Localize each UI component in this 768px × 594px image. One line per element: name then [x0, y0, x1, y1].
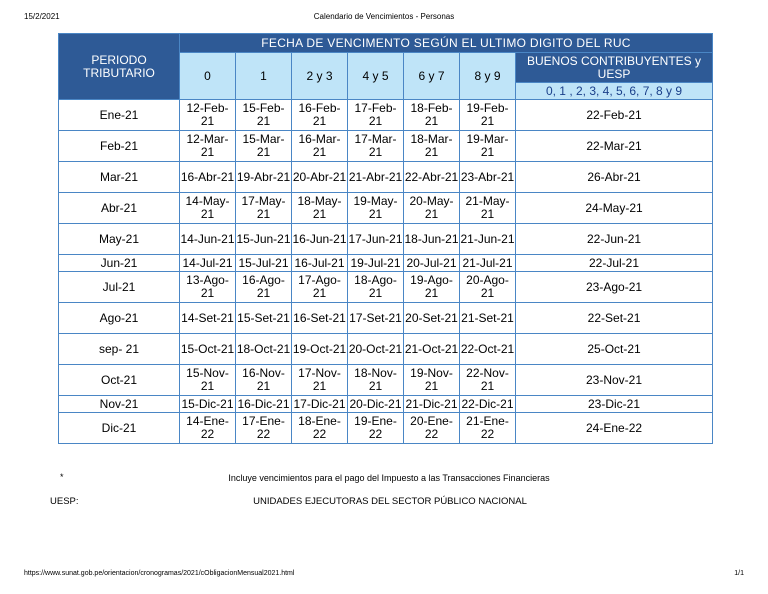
due-date-cell: 17-Nov-21 [292, 365, 348, 396]
period-cell: Jun-21 [59, 255, 180, 272]
due-date-cell: 22-Abr-21 [404, 162, 460, 193]
due-date-cell: 17-Ene-22 [236, 413, 292, 444]
table-row [59, 224, 713, 255]
due-date-cell: 17-Feb-21 [348, 100, 404, 131]
due-date-cell: 17-Jun-21 [348, 224, 404, 255]
due-date-cell: 22-Nov-21 [460, 365, 516, 396]
table-row [59, 303, 713, 334]
period-cell: sep- 21 [59, 334, 180, 365]
table-row [59, 365, 713, 396]
due-date-cell: 22-Oct-21 [460, 334, 516, 365]
due-date-cell: 21-Jun-21 [460, 224, 516, 255]
period-cell: Nov-21 [59, 396, 180, 413]
buenos-date-cell: 22-Jun-21 [516, 224, 713, 255]
due-date-cell: 16-Feb-21 [292, 100, 348, 131]
due-date-cell: 19-Ene-22 [348, 413, 404, 444]
due-date-cell: 12-Feb-21 [180, 100, 236, 131]
print-date: 15/2/2021 [24, 12, 60, 21]
table-row [59, 162, 713, 193]
table-row [59, 100, 713, 131]
due-date-cell: 16-Ago-21 [236, 272, 292, 303]
due-date-calendar-table [58, 33, 713, 444]
due-date-cell: 16-Nov-21 [236, 365, 292, 396]
due-date-cell: 21-Set-21 [460, 303, 516, 334]
due-date-cell: 20-Set-21 [404, 303, 460, 334]
due-date-cell: 18-Jun-21 [404, 224, 460, 255]
due-date-cell: 14-Ene-22 [180, 413, 236, 444]
digit-header: 1 [236, 53, 292, 100]
due-date-cell: 15-Nov-21 [180, 365, 236, 396]
buenos-date-cell: 25-Oct-21 [516, 334, 713, 365]
page-number: 1/1 [734, 570, 744, 577]
period-cell: Oct-21 [59, 365, 180, 396]
due-date-cell: 16-Dic-21 [237, 396, 290, 411]
buenos-date-cell: 26-Abr-21 [516, 162, 713, 193]
source-url: https://www.sunat.gob.pe/orientacion/cronogramas/2021/cObligacionMensual2021.html [24, 570, 295, 577]
digit-header: 0 [180, 53, 236, 100]
due-date-cell: 14-Set-21 [180, 303, 236, 334]
due-date-cell: 16-Jul-21 [292, 255, 348, 272]
due-date-cell: 21-Dic-21 [405, 396, 458, 411]
due-date-cell: 19-Feb-21 [460, 100, 516, 131]
periodo-tributario-header: PERIODO TRIBUTARIO [59, 34, 180, 100]
due-date-cell: 19-Oct-21 [292, 334, 348, 365]
due-date-cell: 17-Ago-21 [292, 272, 348, 303]
period-cell: Jul-21 [59, 272, 180, 303]
due-date-cell: 15-Mar-21 [236, 131, 292, 162]
due-date-cell: 15-Feb-21 [236, 100, 292, 131]
buenos-date-cell: 23-Dic-21 [516, 396, 713, 413]
calendar-body [59, 100, 713, 444]
period-cell: Ene-21 [59, 100, 180, 131]
due-date-cell: 19-May-21 [348, 193, 404, 224]
due-date-cell: 14-Jun-21 [180, 224, 236, 255]
buenos-date-cell: 22-Set-21 [516, 303, 713, 334]
due-date-cell: 20-Dic-21 [349, 396, 402, 411]
due-date-cell: 15-Dic-21 [181, 396, 234, 411]
table-row [59, 334, 713, 365]
due-date-cell: 17-Dic-21 [293, 396, 346, 411]
due-date-cell: 21-Ene-22 [460, 413, 516, 444]
buenos-date-cell: 23-Nov-21 [516, 365, 713, 396]
buenos-date-cell: 22-Mar-21 [516, 131, 713, 162]
page-title: Calendario de Vencimientos - Personas [313, 12, 455, 21]
due-date-cell: 22-Dic-21 [461, 396, 514, 411]
period-cell: Ago-21 [59, 303, 180, 334]
buenos-date-cell: 23-Ago-21 [516, 272, 713, 303]
due-date-cell: 19-Mar-21 [460, 131, 516, 162]
table-row [59, 193, 713, 224]
buenos-contribuyentes-header: BUENOS CONTRIBUYENTES y UESP [516, 53, 713, 83]
due-date-cell: 16-Mar-21 [292, 131, 348, 162]
buenos-date-cell: 22-Jul-21 [516, 255, 713, 272]
digit-header: 4 y 5 [348, 53, 404, 100]
period-cell: Abr-21 [59, 193, 180, 224]
table-row [59, 255, 713, 272]
due-date-cell: 21-Abr-21 [348, 162, 404, 193]
fecha-vencimiento-header: FECHA DE VENCIMENTO SEGÚN EL ULTIMO DIGITO DEL RUC [180, 34, 713, 53]
due-date-cell: 18-Ene-22 [292, 413, 348, 444]
due-date-cell: 21-Oct-21 [404, 334, 460, 365]
due-date-cell: 18-Ago-21 [348, 272, 404, 303]
period-cell: Feb-21 [59, 131, 180, 162]
due-date-cell: 13-Ago-21 [180, 272, 236, 303]
due-date-cell: 20-Ago-21 [460, 272, 516, 303]
buenos-date-cell: 24-May-21 [516, 193, 713, 224]
due-date-cell: 18-Feb-21 [404, 100, 460, 131]
buenos-date-cell: 24-Ene-22 [516, 413, 713, 444]
buenos-date-cell: 22-Feb-21 [516, 100, 713, 131]
due-date-cell: 23-Abr-21 [460, 162, 516, 193]
due-date-cell: 18-Mar-21 [404, 131, 460, 162]
digit-header: 8 y 9 [460, 53, 516, 100]
due-date-cell: 17-Mar-21 [348, 131, 404, 162]
due-date-cell: 21-May-21 [460, 193, 516, 224]
table-row [59, 413, 713, 444]
due-date-cell: 20-Oct-21 [348, 334, 404, 365]
due-date-cell: 16-Jun-21 [292, 224, 348, 255]
due-date-cell: 18-May-21 [292, 193, 348, 224]
due-date-cell: 18-Nov-21 [348, 365, 404, 396]
uesp-label: UESP: [50, 496, 79, 507]
period-cell: Mar-21 [59, 162, 180, 193]
due-date-cell: 14-May-21 [180, 193, 236, 224]
due-date-cell: 15-Jul-21 [236, 255, 292, 272]
due-date-cell: 20-Abr-21 [292, 162, 348, 193]
due-date-cell: 19-Abr-21 [236, 162, 292, 193]
due-date-cell: 20-May-21 [404, 193, 460, 224]
period-cell: May-21 [59, 224, 180, 255]
table-row [59, 396, 713, 413]
due-date-cell: 18-Oct-21 [236, 334, 292, 365]
due-date-cell: 20-Jul-21 [404, 255, 460, 272]
table-row [59, 131, 713, 162]
due-date-cell: 19-Ago-21 [404, 272, 460, 303]
due-date-cell: 15-Set-21 [236, 303, 292, 334]
uesp-definition: UNIDADES EJECUTORAS DEL SECTOR PÚBLICO NACIONAL [253, 496, 527, 507]
due-date-cell: 19-Jul-21 [348, 255, 404, 272]
digit-header: 2 y 3 [292, 53, 348, 100]
itf-note: Incluye vencimientos para el pago del Impuesto a las Transacciones Financieras [228, 473, 550, 483]
asterisk-mark: * [60, 472, 64, 482]
due-date-cell: 19-Nov-21 [404, 365, 460, 396]
due-date-cell: 17-May-21 [236, 193, 292, 224]
period-cell: Dic-21 [59, 413, 180, 444]
due-date-cell: 16-Abr-21 [180, 162, 236, 193]
due-date-cell: 15-Oct-21 [180, 334, 236, 365]
due-date-cell: 16-Set-21 [292, 303, 348, 334]
buenos-digits-header: 0, 1 , 2, 3, 4, 5, 6, 7, 8 y 9 [516, 83, 713, 100]
due-date-cell: 21-Jul-21 [460, 255, 516, 272]
due-date-cell: 15-Jun-21 [236, 224, 292, 255]
due-date-cell: 12-Mar-21 [180, 131, 236, 162]
digit-header: 6 y 7 [404, 53, 460, 100]
due-date-cell: 17-Set-21 [348, 303, 404, 334]
due-date-cell: 20-Ene-22 [404, 413, 460, 444]
table-row [59, 272, 713, 303]
due-date-cell: 14-Jul-21 [180, 255, 236, 272]
